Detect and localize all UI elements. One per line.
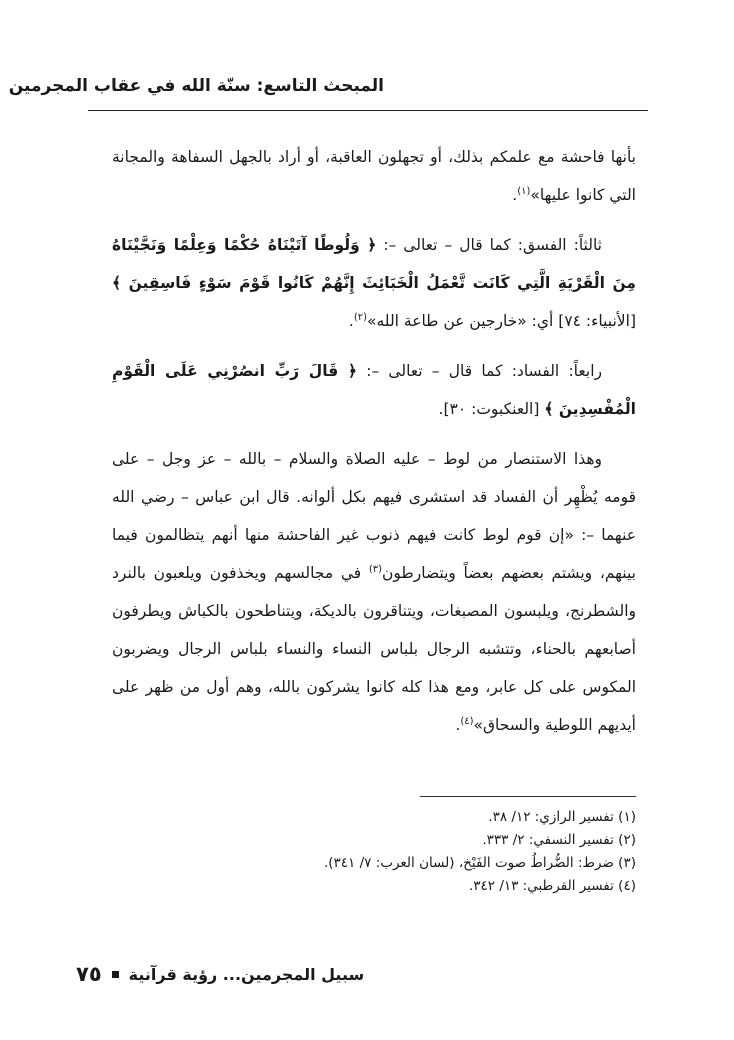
paragraph-text: وهذا الاستنصار من لوط – عليه الصلاة والسلام – بالله – عز وجل – على قومه يُظْهِر أن الفساد قد استشرى فيهم بكل ألوانه. قال ابن عباس – رضي الله عنهما –: «إن قوم لوط كانت فيهم ذنوب غير الفاحشة منها أنهم يتظالمون فيما بينهم، ويشتم بعضهم بعضاً ويتضارطون <box>112 450 636 582</box>
paragraph-text: في مجالسهم ويخذفون ويلعبون بالنرد والشطرنج، ويلبسون المصبغات، ويتناقرون بالديكة، ويتناطحون بالكباش ويطرفون أصابعهم بالحناء، وتتشبه الرجال بلباس النساء والنساء بلباس الرجال ويضربون المكوس على كل عابر، ومع هذا كله كانوا يشركون بالله، وهم أول من ظهر على أيديهم اللوطية والسحاق» <box>112 564 636 734</box>
footnote-2: (٢) تفسير النسفي: ٢/ ٣٣٣. <box>482 832 636 848</box>
paragraph-text: بأنها فاحشة مع علمكم بذلك، أو تجهلون العاقبة، أو أراد بالجهل السفاهة والمجانة التي كانوا عليها» <box>112 148 636 204</box>
page-number: ٧٥ <box>76 962 102 986</box>
footnote-reference: (٢) <box>353 311 368 323</box>
footnote-4: (٤) تفسير القرطبي: ١٣/ ٣٤٢. <box>468 878 636 894</box>
paragraph <box>112 138 636 214</box>
paragraph <box>112 440 636 744</box>
footnotes-list <box>300 806 636 898</box>
paragraph-text: رابعاً: الفساد: كما قال – تعالى –: <box>357 362 602 380</box>
footnote-reference: (٣) <box>368 563 383 575</box>
book-title: سبيل المجرمين... رؤية قرآنية <box>128 964 365 984</box>
paragraph-text: . <box>455 716 461 734</box>
page-footer <box>76 962 364 986</box>
paragraph-text: . <box>348 312 354 330</box>
paragraph-text: ثالثاً: الفسق: كما قال – تعالى –: <box>376 236 602 254</box>
paragraph-text: [العنكبوت: ٣٠]. <box>438 400 545 418</box>
paragraph-text: . <box>512 186 518 204</box>
paragraph <box>112 352 636 428</box>
running-header: المبحث التاسع: سنّة الله في عقاب المجرمين <box>8 76 384 96</box>
paragraph-text: [الأنبياء: ٧٤] أي: «خارجين عن طاعة الله» <box>367 312 636 330</box>
footnote-divider <box>420 796 636 797</box>
quran-verse: ﴿ وَلُوطًا آتَيْنَاهُ حُكْمًا وَعِلْمًا وَنَجَّيْنَاهُ مِنَ الْقَرْيَةِ الَّتِي كَانَت تَّعْمَلُ الْخَبَائِثَ إِنَّهُمْ كَانُوا قَوْمَ سَوْءٍ فَاسِقِينَ ﴾ <box>112 236 636 292</box>
body-text <box>112 138 636 744</box>
quran-verse: ﴿ قَالَ رَبِّ انصُرْنِي عَلَى الْقَوْمِ الْمُفْسِدِينَ ﴾ <box>112 362 636 418</box>
footer-square-ornament <box>112 971 119 978</box>
header-divider <box>88 110 648 111</box>
footnote-3: (٣) ضرط: الضُّراطُ صوت الفَيْخ، (لسان العرب: ٧/ ٣٤١). <box>323 855 636 871</box>
paragraph <box>112 226 636 340</box>
footnote-1: (١) تفسير الرازي: ١٢/ ٣٨. <box>488 809 636 825</box>
footnote-reference: (٤) <box>460 715 474 727</box>
footnote-reference: (١) <box>517 185 531 197</box>
